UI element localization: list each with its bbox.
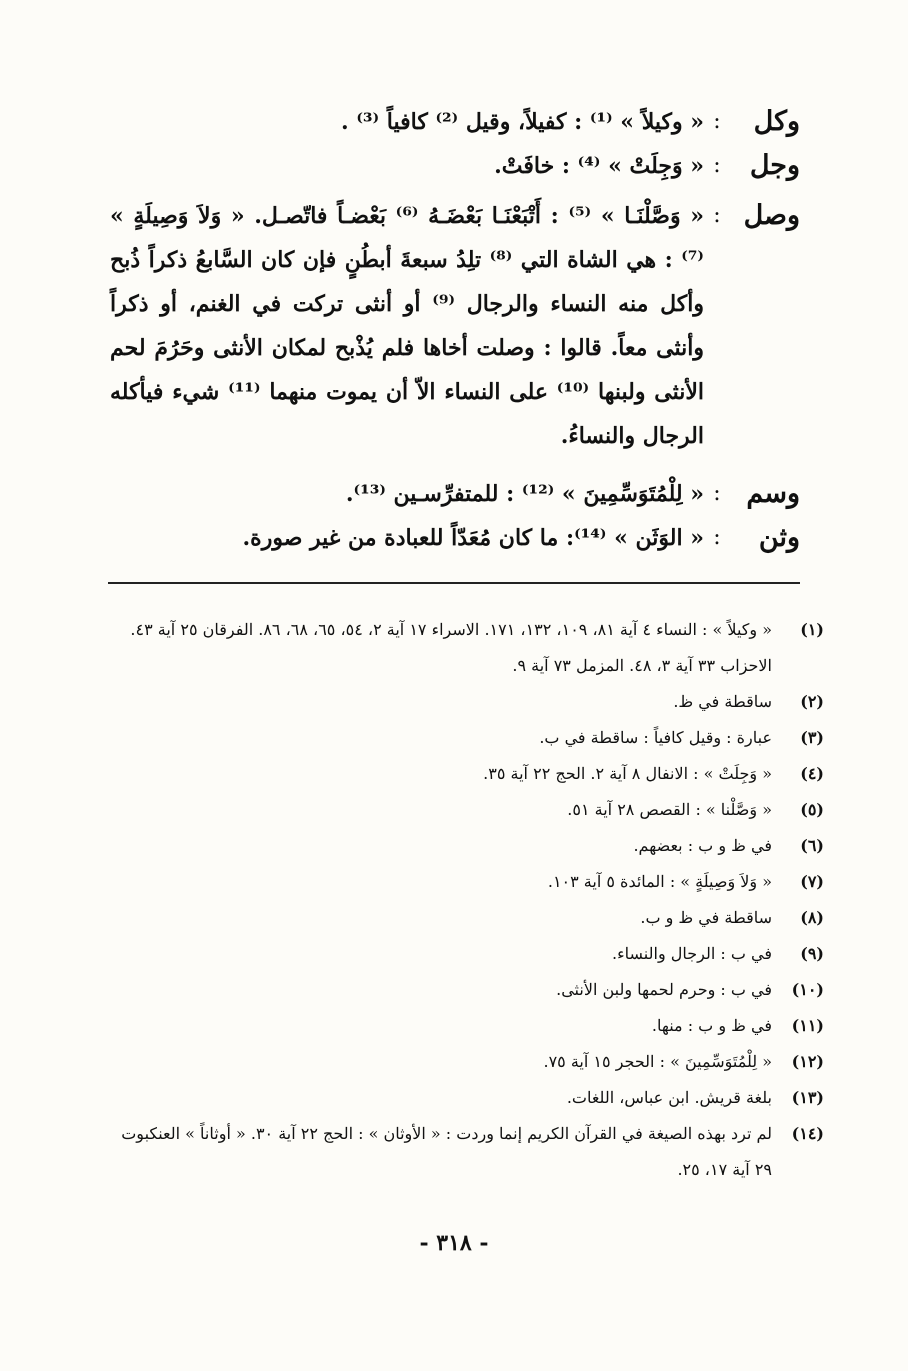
entry-headword: وجل [749, 150, 800, 181]
footnote-8 [108, 900, 824, 936]
footnote-number: (٧) [800, 872, 824, 891]
page-number: - ٣١٨ - [419, 1230, 489, 1256]
footnote-number: (٩) [800, 944, 824, 963]
entry-headword: وكل [753, 106, 800, 137]
footnote-6 [108, 828, 824, 864]
footnote-text: « وَصَّلْنا » : القصص ٢٨ آية ٥١. [567, 800, 772, 819]
separator-colon: : [713, 525, 721, 550]
separator-colon: : [713, 481, 721, 506]
footnote-text: « وَلاَ وَصِيلَةٍ » : المائدة ٥ آية ١٠٣. [547, 872, 772, 891]
entry-headword: وثن [758, 522, 800, 553]
footnote-14 [108, 1116, 824, 1188]
dictionary-entries [110, 100, 800, 560]
separator-colon: : [713, 109, 721, 134]
footnote-9 [108, 936, 824, 972]
entry-wakala [110, 100, 800, 144]
entry-definition: « وكيلاً » ⁽¹⁾ : كفيلاً، وقيل ⁽²⁾ كافياً ⁽³⁾ . [341, 109, 704, 135]
footnote-text: ساقطة في ظ. [673, 692, 772, 711]
footnote-3 [108, 720, 824, 756]
footnote-number: (٢) [800, 692, 824, 711]
footnote-text: بلغة قريش. ابن عباس، اللغات. [566, 1088, 772, 1107]
footnote-number: (٥) [800, 800, 824, 819]
footnote-text: « وكيلاً » : النساء ٤ آية ٨١، ١٠٩، ١٣٢، ١٧١. الاسراء ١٧ آية ٢، ٥٤، ٦٥، ٦٨، ٨٦. الفرقان ٢٥ آية ٤٣. الاحزاب ٣٣ آية ٣، ٤٨. المزمل ٧٣ آية ٩. [130, 620, 772, 675]
footnote-12 [108, 1044, 824, 1080]
footnote-text: عبارة : وقيل كافياً : ساقطة في ب. [539, 728, 772, 747]
footnote-number: (١٤) [791, 1124, 824, 1143]
footnote-5 [108, 792, 824, 828]
entry-definition: « الوَثَن » ⁽¹⁴⁾: ما كان مُعَدّاً للعبادة من غير صورة. [242, 525, 704, 551]
entry-definition: « وَصَّلْنَـا » ⁽⁵⁾ : أَتْبَعْنَـا بَعْضَـهُ ⁽⁶⁾ بَعْضـاً فاتّصـل. « وَلاَ وَصِيلَةٍ » ⁽⁷⁾ : هي الشاة التي ⁽⁸⁾ تلِدُ سبعةَ أبطُنٍ فإن كان السَّابعُ ذكراً ذُبح وأكل منه النساء والرجال ⁽⁹⁾ أو أنثى تركت في الغنم، أو ذكراً وأنثى معاً. قالوا : وصلت أخاها فلم يُذْبح لمكان الأنثى وحَرُمَ لحم الأنثى ولبنها ⁽¹⁰⁾ على النساء الاّ أن يموت منهما ⁽¹¹⁾ شيء فيأكله الرجال والنساءُ. [110, 203, 704, 449]
footnote-4 [108, 756, 824, 792]
footnote-text: « لِلْمُتَوَسِّمِينَ » : الحجر ١٥ آية ٧٥. [543, 1052, 772, 1071]
footnote-13 [108, 1080, 824, 1116]
entry-headword: وصل [743, 200, 800, 231]
footnote-text: ساقطة في ظ و ب. [640, 908, 772, 927]
footnote-1 [108, 612, 824, 684]
footnote-text: « وَجِلَتْ » : الانفال ٨ آية ٢. الحج ٢٢ آية ٣٥. [483, 764, 772, 783]
entry-definition: « لِلْمُتَوَسِّمِينَ » ⁽¹²⁾ : للمتفرِّسـين ⁽¹³⁾. [345, 481, 704, 507]
footnote-2 [108, 684, 824, 720]
footnote-text: لم ترد بهذه الصيغة في القرآن الكريم إنما وردت : « الأوثان » : الحج ٢٢ آية ٣٠. « أوثاناً » العنكبوت ٢٩ آية ١٧، ٢٥. [121, 1124, 772, 1179]
footnote-number: (١٠) [791, 980, 824, 999]
footnote-number: (٤) [800, 764, 824, 783]
footnote-text: في ظ و ب : بعضهم. [633, 836, 772, 855]
entry-wajila [110, 144, 800, 188]
footnote-text: في ظ و ب : منها. [651, 1016, 772, 1035]
footnotes [108, 612, 824, 1188]
footnote-number: (١١) [791, 1016, 824, 1035]
entry-wathan [110, 516, 800, 560]
footnote-10 [108, 972, 824, 1008]
footnote-7 [108, 864, 824, 900]
footnote-number: (٨) [800, 908, 824, 927]
footnote-number: (١٢) [791, 1052, 824, 1071]
footnote-text: في ب : وحرم لحمها ولبن الأنثى. [556, 980, 772, 999]
separator-colon: : [713, 153, 721, 178]
footnote-number: (١٣) [791, 1088, 824, 1107]
footnote-number: (٣) [800, 728, 824, 747]
separator-colon: : [713, 203, 721, 228]
entry-headword: وسم [746, 478, 800, 509]
footnote-number: (١) [800, 620, 824, 639]
footnote-text: في ب : الرجال والنساء. [612, 944, 772, 963]
entry-definition: « وَجِلَتْ » ⁽⁴⁾ : خافَتْ. [494, 153, 704, 179]
entry-wasama [110, 472, 800, 516]
footnote-divider [108, 582, 800, 584]
entry-wasala [110, 194, 800, 458]
footnote-11 [108, 1008, 824, 1044]
footnote-number: (٦) [800, 836, 824, 855]
